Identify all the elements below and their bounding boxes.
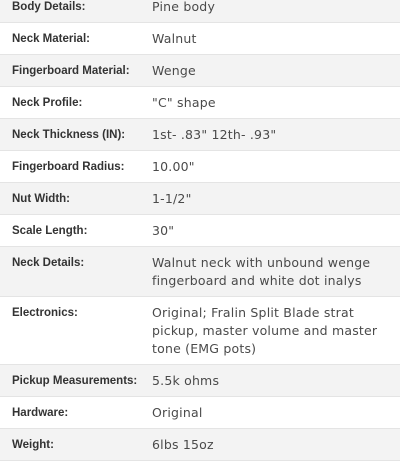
spec-label: Body Details: xyxy=(12,1,86,13)
spec-row-fingerboard-radius xyxy=(0,151,400,183)
spec-value: Pine body xyxy=(152,0,216,14)
spec-row-nut-width xyxy=(0,183,400,215)
spec-row-electronics xyxy=(0,297,400,365)
spec-row-neck-details xyxy=(0,247,400,297)
spec-label: Scale Length: xyxy=(12,225,88,237)
spec-label: Hardware: xyxy=(12,407,69,419)
spec-row-neck-profile xyxy=(0,87,400,119)
spec-label: Pickup Measurements: xyxy=(12,375,138,387)
spec-row-weight xyxy=(0,429,400,461)
spec-label: Fingerboard Radius: xyxy=(12,161,125,173)
spec-value: 10.00" xyxy=(152,159,195,174)
spec-value: "C" shape xyxy=(152,95,216,110)
spec-row-pickup-measurements xyxy=(0,365,400,397)
spec-label: Neck Details: xyxy=(12,257,85,269)
spec-value: Walnut neck with unbound wenge fingerboard and white dot inalys xyxy=(152,255,371,288)
spec-row-hardware xyxy=(0,397,400,429)
spec-label: Weight: xyxy=(12,439,54,451)
spec-row-body-details xyxy=(0,0,400,23)
spec-label: Neck Profile: xyxy=(12,97,83,109)
spec-label: Electronics: xyxy=(12,307,78,319)
spec-row-neck-thickness xyxy=(0,119,400,151)
spec-value: Walnut xyxy=(152,31,197,46)
spec-label: Nut Width: xyxy=(12,193,71,205)
spec-value: 6lbs 15oz xyxy=(152,437,214,452)
spec-label: Neck Material: xyxy=(12,33,90,45)
spec-value: 1st- .83" 12th- .93" xyxy=(152,127,277,142)
spec-value: Original; Fralin Split Blade strat pickup, master volume and master tone (EMG pots) xyxy=(152,305,378,356)
spec-value: Wenge xyxy=(152,63,196,78)
spec-value: 30" xyxy=(152,223,175,238)
spec-value: 5.5k ohms xyxy=(152,373,220,388)
spec-label: Fingerboard Material: xyxy=(12,65,130,77)
spec-row-scale-length xyxy=(0,215,400,247)
spec-label: Neck Thickness (IN): xyxy=(12,129,126,141)
spec-value: Original xyxy=(152,405,203,420)
spec-row-fingerboard-material xyxy=(0,55,400,87)
spec-row-neck-material xyxy=(0,23,400,55)
spec-value: 1-1/2" xyxy=(152,191,192,206)
